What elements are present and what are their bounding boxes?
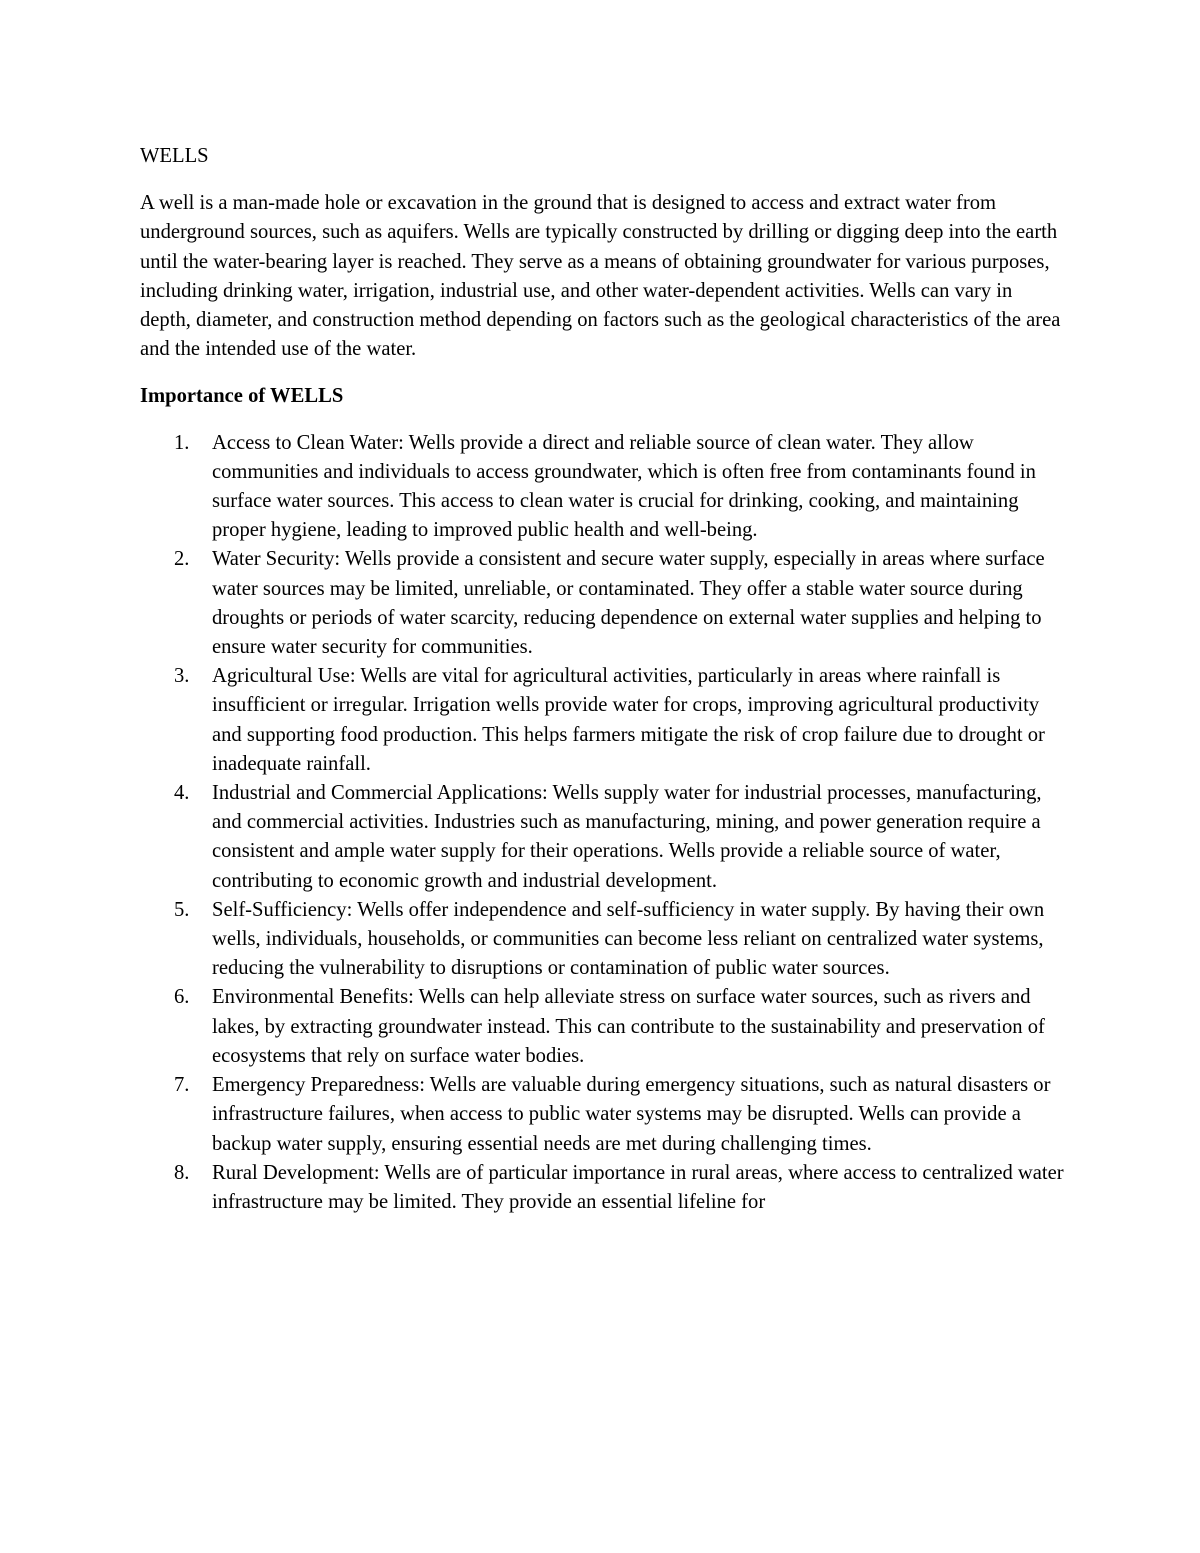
list-item-number: 7. [174,1074,190,1097]
list-item-number: 4. [174,782,190,805]
document-body [140,142,1065,1217]
list-item-5 [140,896,1065,984]
list-item-4 [140,779,1065,896]
list-item-8 [140,1159,1065,1217]
list-item-text: Agricultural Use: Wells are vital for agricultural activities, particularly in areas where rainfall is insufficient or irregular. Irrigation wells provide water for crops, improving agricultural productivity and supporting food production. This helps farmers mitigate the risk of crop failure due to drought or inadequate rainfall. [212,665,1045,775]
list-item-number: 3. [174,665,190,688]
list-item-number: 6. [174,986,190,1009]
list-item-text: Environmental Benefits: Wells can help alleviate stress on surface water sources, such as rivers and lakes, by extracting groundwater instead. This can contribute to the sustainability and preservation of ecosystems that rely on surface water bodies. [212,986,1045,1067]
list-item-number: 1. [174,431,190,454]
list-item-text: Industrial and Commercial Applications: Wells supply water for industrial processes, manufacturing, and commercial activities. Industries such as manufacturing, mining, and power generation require a consistent and ample water supply for their operations. Wells provide a reliable source of water, contributing to economic growth and industrial development. [212,782,1042,892]
list-item-text: Water Security: Wells provide a consistent and secure water supply, especially in areas where surface water sources may be limited, unreliable, or contaminated. They offer a stable water source during droughts or periods of water scarcity, reducing dependence on external water supplies and helping to ensure water security for communities. [212,548,1045,659]
list-item-number: 2. [174,548,190,571]
list-item-text: Self-Sufficiency: Wells offer independence and self-sufficiency in water supply. By having their own wells, individuals, households, or communities can become less reliant on centralized water systems, reducing the vulnerability to disruptions or contamination of public water sources. [212,898,1045,980]
list-item-2 [140,545,1065,662]
intro-paragraph: A well is a man-made hole or excavation in the ground that is designed to access and extract water from underground sources, such as aquifers. Wells are typically constructed by drilling or digging deep into the earth until the water-bearing layer is reached. They serve as a means of obtaining groundwater for various purposes, including drinking water, irrigation, industrial use, and other water-dependent activities. Wells can vary in depth, diameter, and construction method depending on factors such as the geological characteristics of the area and the intended use of the water. [140,192,1061,361]
list-item-text: Rural Development: Wells are of particular importance in rural areas, where access to centralized water infrastructure may be limited. They provide an essential lifeline for [212,1161,1064,1213]
list-item-text: Access to Clean Water: Wells provide a direct and reliable source of clean water. They allow communities and individuals to access groundwater, which is often free from contaminants found in surface water sources. This access to clean water is crucial for drinking, cooking, and maintaining proper hygiene, leading to improved public health and well-being. [212,431,1036,542]
list-item-6 [140,983,1065,1071]
list-item-1 [140,429,1065,546]
list-item-number: 5. [174,898,190,921]
list-item-text: Emergency Preparedness: Wells are valuable during emergency situations, such as natural disasters or infrastructure failures, when access to public water systems may be disrupted. Wells can provide a backup water supply, ensuring essential needs are met during challenging times. [212,1074,1051,1155]
list-item-number: 8. [174,1161,190,1184]
list-item-3 [140,662,1065,779]
importance-list [140,429,1065,1217]
section-heading: Importance of WELLS [140,385,344,408]
list-item-7 [140,1071,1065,1159]
document-title: WELLS [140,145,209,167]
